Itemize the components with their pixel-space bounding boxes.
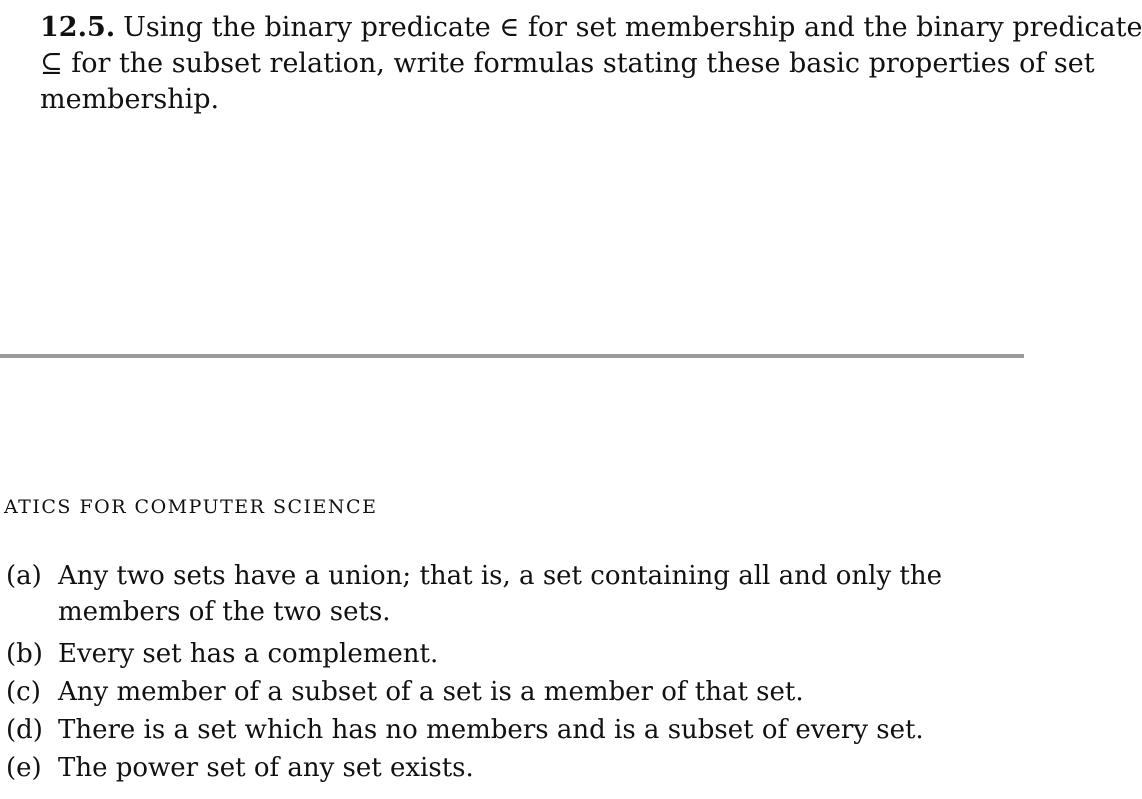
item-label-b: (b) [6,639,43,669]
list-item-e [6,750,906,788]
list-item-a [6,558,942,636]
list-item-d [6,712,924,750]
running-head: ATICS FOR COMPUTER SCIENCE [4,496,378,518]
item-a-line-1: Any two sets have a union; that is, a set containing all and only the [58,561,942,591]
problem-text-2: ⊆ for the subset relation, write formulas stating these basic properties of set [40,48,1095,79]
problem-line-1 [40,10,1142,46]
list-item-b [6,636,906,674]
item-e-line-1: The power set of any set exists. [58,753,474,783]
item-label-d: (d) [6,715,43,745]
item-label-e: (e) [6,753,42,783]
item-c-line-1: Any member of a subset of a set is a member of that set. [58,677,804,707]
problem-text-1: Using the binary predicate ∈ for set membership and the binary predicate [123,12,1142,43]
item-a-line-2: members of the two sets. [58,597,391,627]
page-divider [0,354,1024,358]
problem-statement [40,10,1142,118]
exercise-list [6,558,942,788]
list-item-c [6,674,906,712]
problem-text-3: membership. [40,84,220,115]
item-label-a: (a) [6,561,42,591]
item-d-line-1: There is a set which has no members and is a subset of every set. [58,715,924,745]
item-b-line-1: Every set has a complement. [58,639,439,669]
problem-number: 12.5. [40,12,116,43]
item-label-c: (c) [6,677,41,707]
